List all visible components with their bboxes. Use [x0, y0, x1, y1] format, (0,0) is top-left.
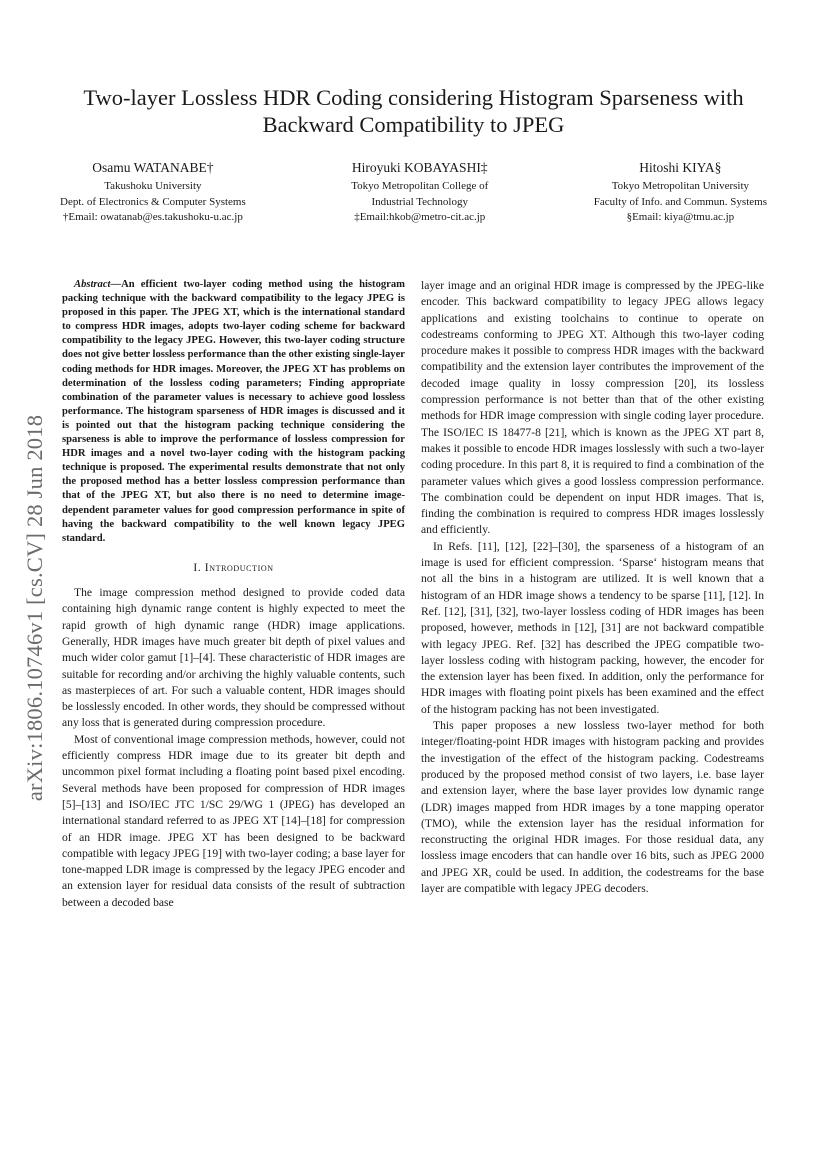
- paragraph: layer image and an original HDR image is compressed by the JPEG-like encoder. This backward compatibility to legacy JPEG allows legacy applications and existing toolchains to continue to operate on codestreams conforming to JPEG XT. Although this two-layer coding procedure makes it possible to compress HDR images with the backward compatibility and the extension layer contributes the improvement of the decoded image quality in lossy compression [20], its lossless compression performance is not better than that of the other existing methods for HDR image compression with single coding layer procedure. The ISO/IEC IS 18477-8 [21], which is known as the JPEG XT part 8, makes it possible to encode HDR images losslessly with such a two-layer coding procedure. In this part 8, it is required to find a combination of the parameter values which gives a good lossless compression performance. The combination could be dependent on input HDR images. That is, finding the combination is required to compress HDR images losslessly and efficiently.: [421, 279, 764, 537]
- right-column: [421, 278, 764, 897]
- author-name: Hiroyuki KOBAYASHI‡: [351, 160, 488, 175]
- author-email: ‡Email:hkob@metro-cit.ac.jp: [354, 211, 486, 223]
- author-department: Faculty of Info. and Commun. Systems: [593, 195, 767, 208]
- author-email: †Email: owatanab@es.takushoku-u.ac.jp: [62, 211, 243, 223]
- abstract-label: Abstract: [74, 279, 111, 290]
- paragraph: In Refs. [11], [12], [22]–[30], the sparseness of a histogram of an image is used for efficient compression. ‘Sparse‘ histogram means that not all the bins in a histogram are utilized. It is well known that a histogram of an HDR image shows a tendency to be sparse [11], [12]. In Ref. [12], [31], [32], two-layer lossless coding of HDR images has been proposed, however, methods in [12], [31] are not backward compatible with legacy JPEG. Ref. [32] has described the JPEG compatible two-layer lossless coding with histogram packing, however, the encoder for the extension layer has been fixed. In addition, only the performance for HDR images with floating point pixels has been examined and the effect of the histogram packing has not been investigated.: [421, 539, 764, 716]
- author-affiliation: Tokyo Metropolitan University: [611, 180, 750, 192]
- author-block: [60, 159, 767, 226]
- author-department: Industrial Technology: [371, 195, 468, 208]
- paragraph: Most of conventional image compression methods, however, could not efficiently compress HDR image due to its greater bit depth and uncommon pixel format including a floating point based pixel encoding. Several methods have been proposed for compression of HDR images [5]–[13] and ISO/IEC JTC 1/SC 29/WG 1 (JPEG) has developed an international standard referred to as JPEG XT [14]–[18] for compression of an HDR image. JPEG XT has been designed to be backward compatible with legacy JPEG [19] with two-layer coding; a base layer for tone-mapped LDR image is compressed by the legacy JPEG encoder and an extension layer for residual data consists of the result of subtraction between a decoded base: [62, 732, 405, 909]
- author-name: Osamu WATANABE†: [92, 160, 214, 175]
- author-department: Dept. of Electronics & Computer Systems: [60, 195, 246, 208]
- arxiv-identifier: arXiv:1806.10746v1 [cs.CV] 28 Jun 2018: [22, 414, 47, 802]
- paper-title: Two-layer Lossless HDR Coding considering Histogram Sparseness with Backward Compatibility to JPEG: [83, 85, 744, 137]
- author-3: [594, 159, 767, 226]
- abstract: [62, 278, 405, 546]
- author-2: [351, 159, 488, 226]
- author-email: §Email: kiya@tmu.ac.jp: [626, 211, 735, 223]
- section-heading-introduction: I. Introduction: [193, 561, 274, 574]
- author-1: [60, 159, 246, 226]
- paragraph: This paper proposes a new lossless two-layer method for both integer/floating-point HDR images with histogram packing and provides the investigation of the effect of the histogram packing. Codestreams produced by the proposed method consist of two layers, i.e. base layer and extension layer, where the base layer provides low dynamic range (LDR) images mapped from HDR images by a tone mapping operator (TMO), while the extension layer has the residual information for reconstructing the original HDR images. For those residual data, any lossless image encoders that can handle over 16 bits, such as JPEG 2000 and JPEG XR, could be used. In addition, the codestreams for the base layer are compatible with legacy JPEG decoders.: [421, 719, 764, 895]
- author-affiliation: Tokyo Metropolitan College of: [351, 180, 489, 192]
- author-name: Hitoshi KIYA§: [639, 160, 722, 175]
- arxiv-sidebar: [10, 366, 60, 850]
- left-column: [62, 278, 405, 911]
- author-affiliation: Takushoku University: [104, 180, 202, 192]
- paragraph: The image compression method designed to provide coded data containing high dynamic range content is highly expected to meet the rapid growth of high dynamic range (HDR) image applications. Generally, HDR images have much greater bit depth of pixel values and much wider color gamut [1]–[4]. These characteristic of HDR images are suitable for recording and/or archiving the highly valuable contents, such as masterpieces of art. For such a valuable content, HDR images should be losslessly encoded. In other words, they should be compressed without any loss that is generated during compression procedure.: [62, 586, 405, 730]
- abstract-text: —An efficient two-layer coding method using the histogram packing technique with the backward compatibility to the legacy JPEG is proposed in this paper. The JPEG XT, which is the international standard to compress HDR images, adopts two-layer coding scheme for backward compatibility to the legacy JPEG. However, this two-layer coding structure does not give better lossless performance than the other existing single-layer coding methods for HDR images. Moreover, the JPEG XT has problems on determination of the lossless coding parameters; Finding appropriate combination of the parameter values is necessary to achieve good lossless performance. The histogram sparseness of HDR images is discussed and it is pointed out that the histogram packing technique considering the sparseness is able to improve the performance of lossless compression for HDR images and a novel two-layer coding with the histogram packing technique is proposed. The experimental results demonstrate that not only the proposed method has a better lossless compression performance than that of the JPEG XT, but also there is no need to determine image-dependent parameter values for good compression performance in spite of having the backward compatibility to the well known legacy JPEG standard.: [62, 279, 405, 544]
